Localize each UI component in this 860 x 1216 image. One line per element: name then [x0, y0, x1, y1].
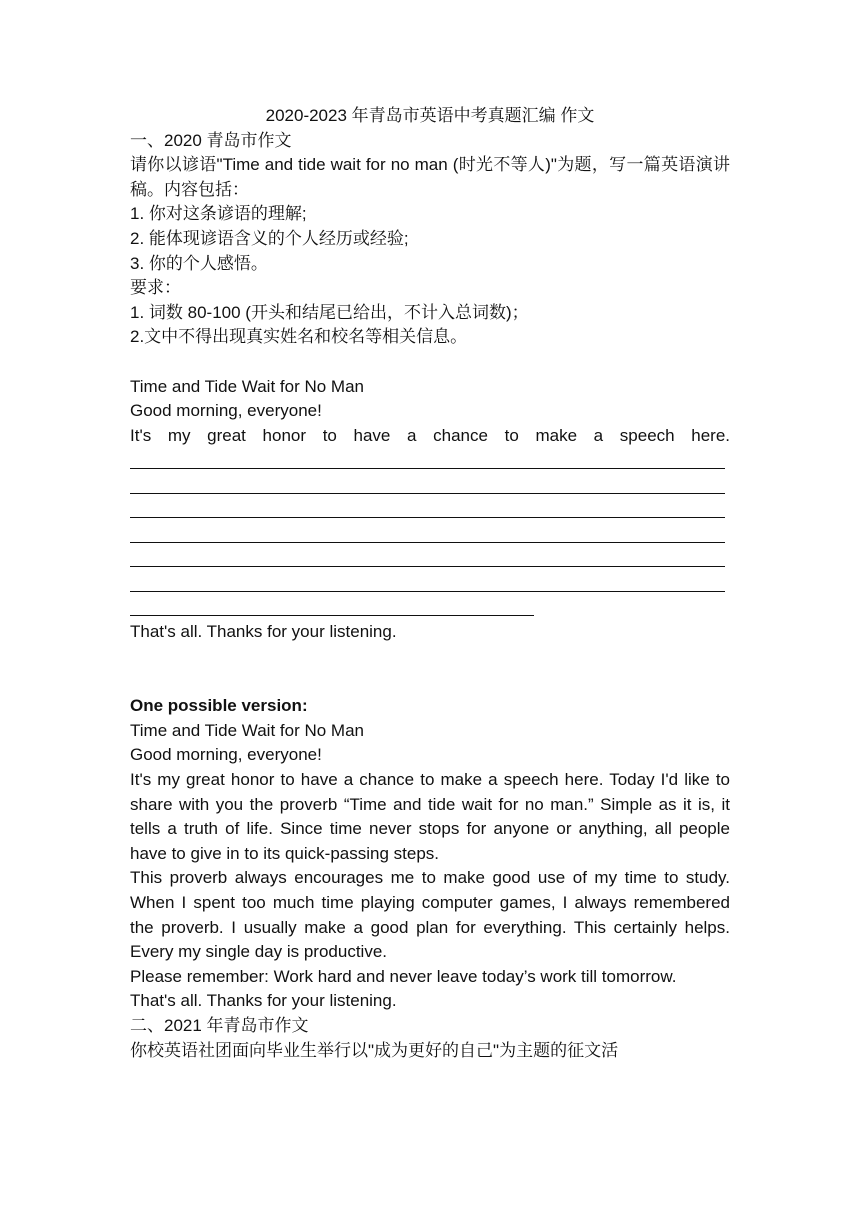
template-opening: It's my great honor to have a chance to make a speech here. — [130, 425, 730, 445]
document-body — [130, 104, 730, 1063]
requirements-label: 要求： — [130, 278, 181, 298]
content-item-3: 3. 你的个人感悟。 — [130, 253, 268, 273]
section-2-prompt: 你校英语社团面向毕业生举行以"成为更好的自己"为主题的征文活 — [130, 1040, 619, 1060]
document-title: 2020-2023 年青岛市英语中考真题汇编 作文 — [265, 106, 595, 125]
sample-title: Time and Tide Wait for No Man — [130, 720, 364, 740]
writing-line-last — [130, 596, 730, 621]
requirement-2: 2.文中不得出现真实姓名和校名等相关信息。 — [130, 327, 468, 347]
sample-paragraph-2: This proverb always encourages me to make good use of my time to study. When I spent too much time playing computer games, I always remembered the proverb. I usually make a good plan for everything. This certainly helps. Every my single day is productive. — [130, 868, 730, 962]
writing-line — [130, 473, 730, 498]
content-item-2: 2. 能体现谚语含义的个人经历或经验; — [130, 228, 409, 248]
section-1-heading: 一、2020 青岛市作文 — [130, 130, 292, 150]
template-title: Time and Tide Wait for No Man — [130, 376, 364, 396]
content-item-1: 1. 你对这条谚语的理解; — [130, 204, 307, 224]
writing-line — [130, 448, 730, 473]
template-closing: That's all. Thanks for your listening. — [130, 622, 397, 642]
writing-line — [130, 498, 730, 523]
spacer — [130, 670, 730, 695]
sample-paragraph-3: Please remember: Work hard and never leave today’s work till tomorrow. — [130, 966, 677, 986]
sample-label: One possible version: — [130, 696, 308, 716]
writing-line — [130, 571, 730, 596]
spacer — [130, 350, 730, 375]
sample-paragraph-1: It's my great honor to have a chance to make a speech here. Today I'd like to share with you the proverb “Time and tide wait for no man.” Simple as it is, it tells a truth of life. Since time never stops for anyone or anything, all people have to give in to its quick-passing steps. — [130, 770, 730, 863]
writing-line — [130, 547, 730, 572]
template-greeting: Good morning, everyone! — [130, 401, 322, 421]
section-1-prompt: 请你以谚语"Time and tide wait for no man (时光不等人)"为题，写一篇英语演讲稿。内容包括： — [130, 155, 730, 199]
requirement-1: 1. 词数 80-100 (开头和结尾已给出，不计入总词数)； — [130, 302, 529, 322]
section-2-heading: 二、2021 年青岛市作文 — [130, 1015, 309, 1035]
spacer — [130, 645, 730, 670]
sample-closing: That's all. Thanks for your listening. — [130, 991, 397, 1011]
sample-greeting: Good morning, everyone! — [130, 745, 322, 765]
writing-line — [130, 522, 730, 547]
